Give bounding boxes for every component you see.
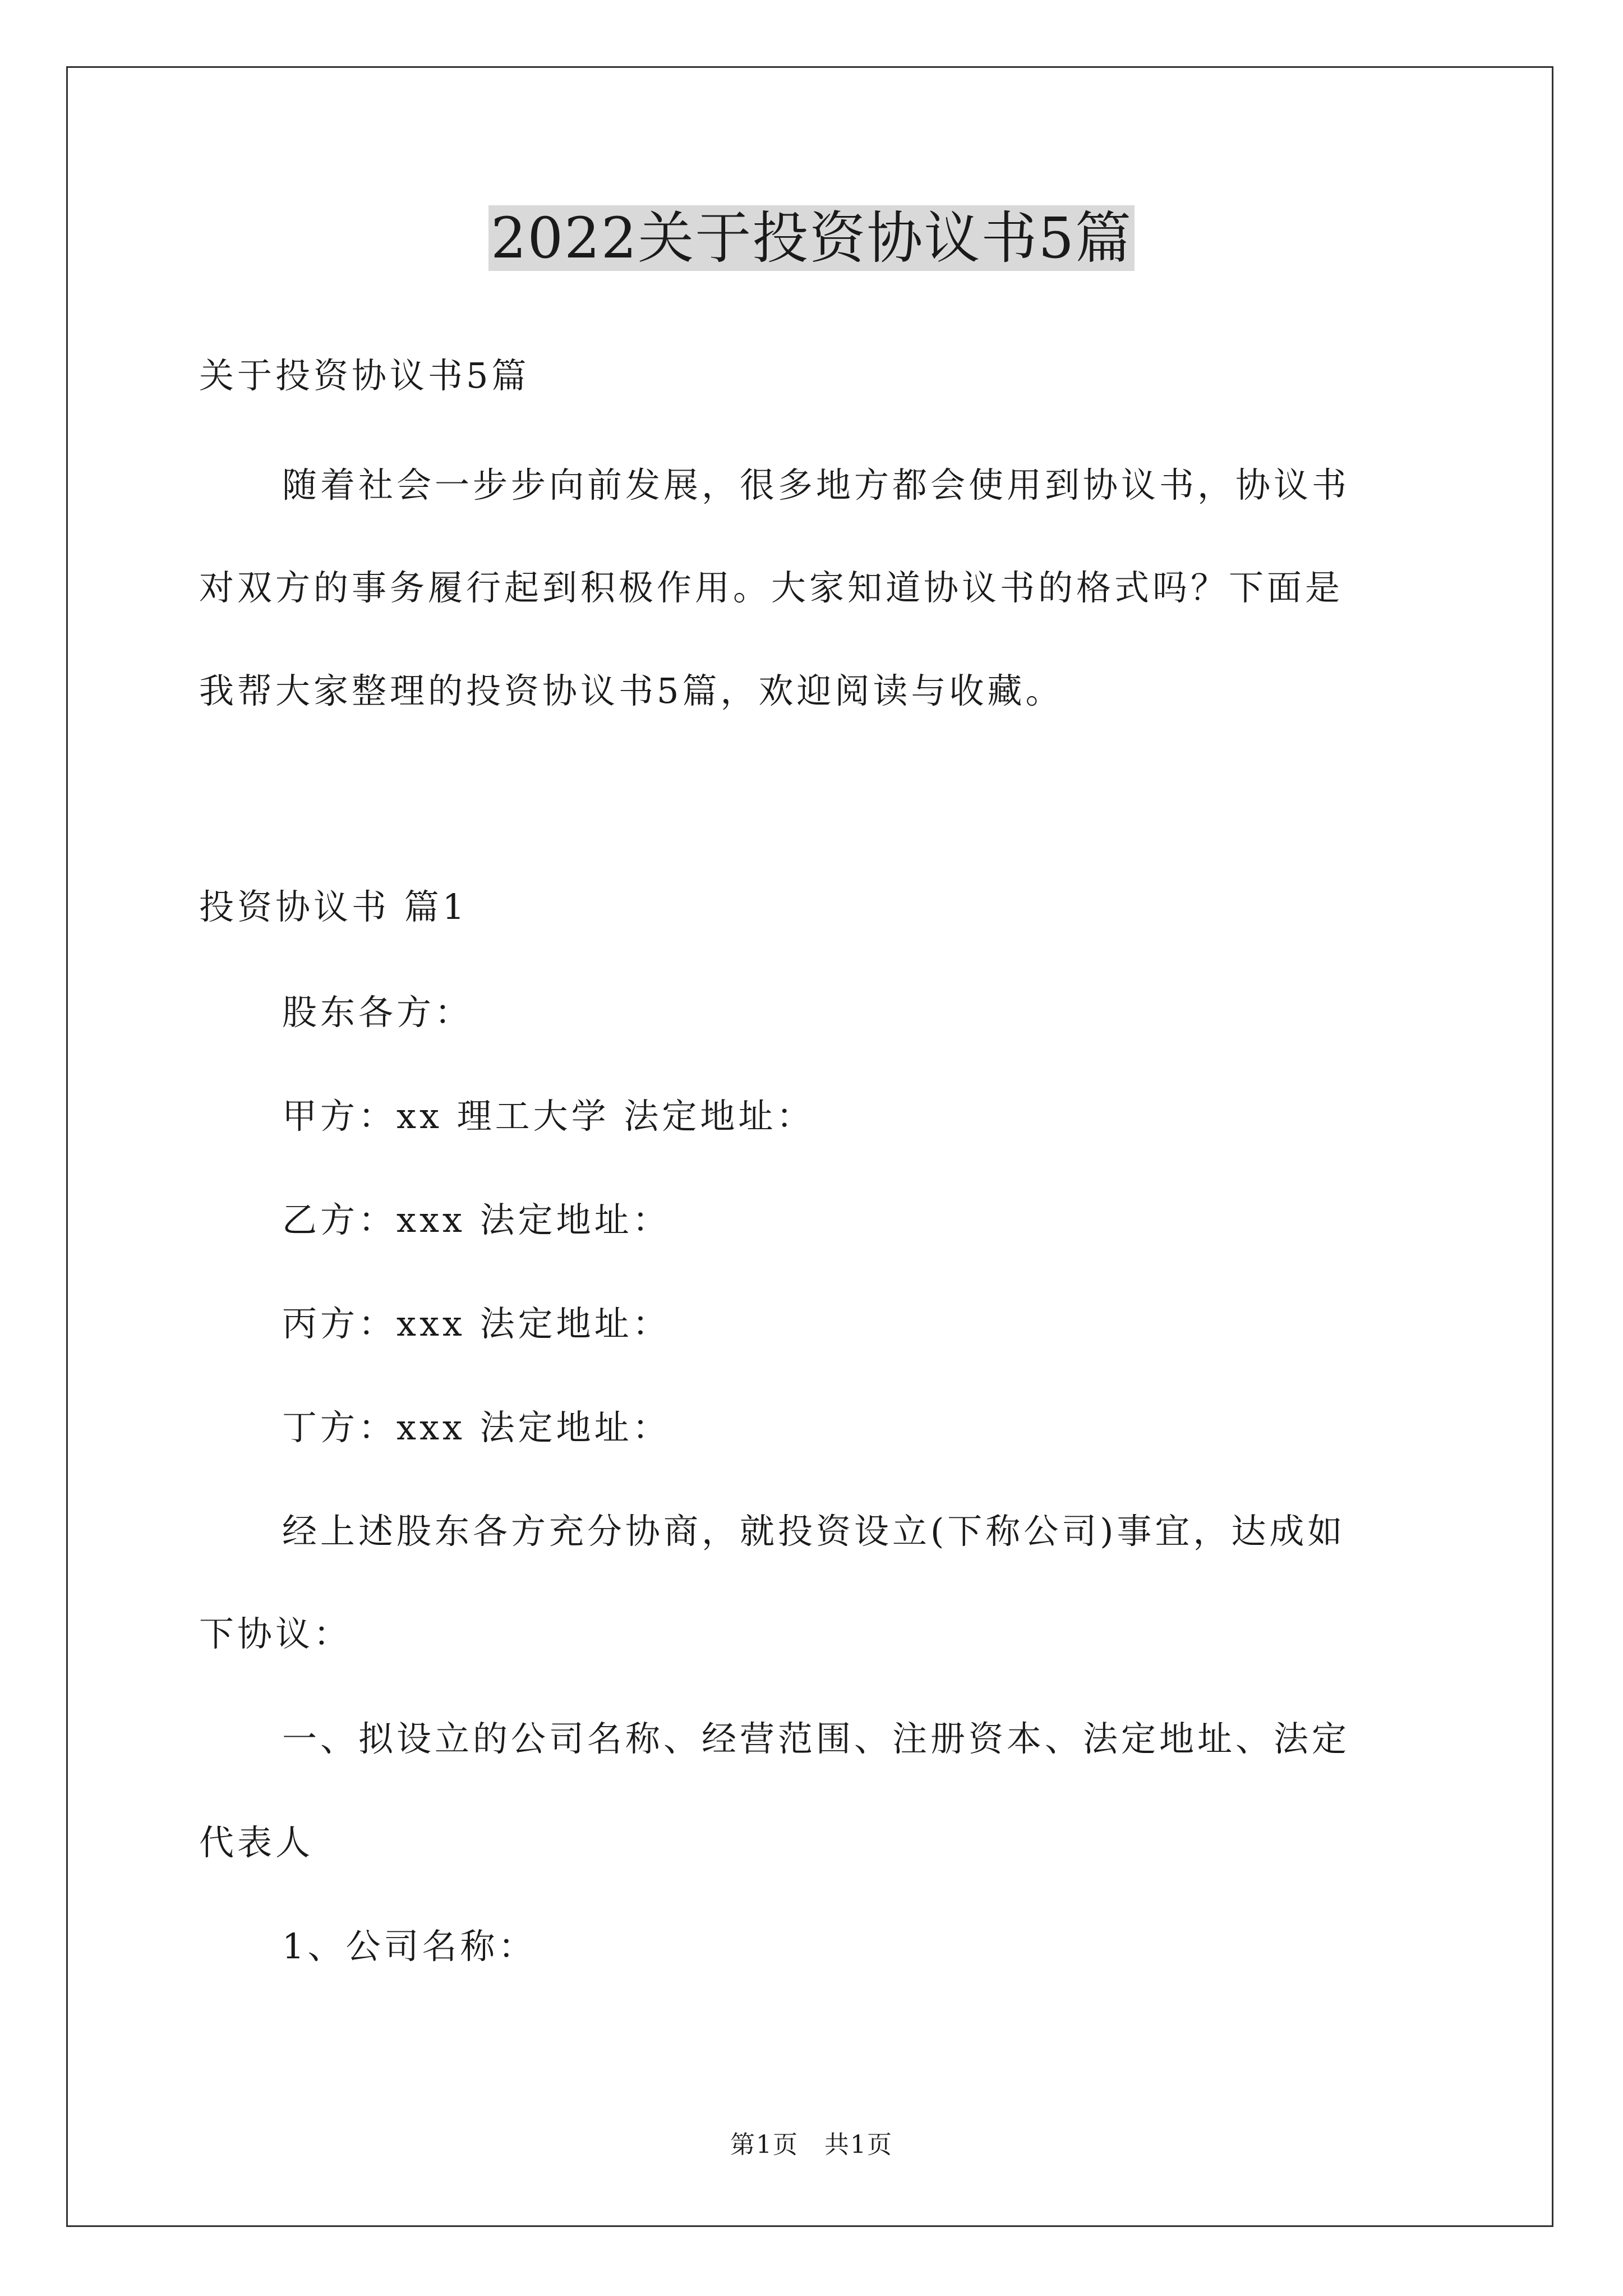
page-footer: 第1页 共1页 (730, 2131, 893, 2159)
party-d-line: 丁方：xxx 法定地址： (282, 1407, 671, 1448)
party-c-line: 丙方：xxx 法定地址： (282, 1303, 671, 1344)
document-title-text: 2022关于投资协议书5篇 (488, 205, 1135, 271)
document-subtitle: 关于投资协议书5篇 (199, 355, 530, 396)
intro-line-1-text: 随着社会一步步向前发展，很多地方都会使用到协议书，协议书 (282, 464, 1350, 505)
document-title (0, 199, 1623, 278)
shareholders-label: 股东各方： (282, 992, 473, 1033)
agreement-paragraph-line-2: 下协议： (199, 1613, 352, 1654)
party-a-line: 甲方：xx 理工大学 法定地址： (282, 1096, 815, 1137)
clause-1-line-2: 代表人 (199, 1822, 314, 1863)
intro-paragraph-line-3: 我帮大家整理的投资协议书5篇，欢迎阅读与收藏。 (199, 670, 1064, 711)
clause-1-line-1: 一、拟设立的公司名称、经营范围、注册资本、法定地址、法定 (282, 1718, 1350, 1759)
section-heading: 投资协议书 篇1 (199, 886, 468, 927)
intro-paragraph-line-1 (282, 463, 1426, 508)
item-1-line: 1、公司名称： (282, 1926, 537, 1967)
intro-paragraph-line-2: 对双方的事务履行起到积极作用。大家知道协议书的格式吗？下面是 (199, 567, 1344, 608)
party-b-line: 乙方：xxx 法定地址： (282, 1199, 671, 1240)
agreement-paragraph-line-1: 经上述股东各方充分协商，就投资设立(下称公司)事宜，达成如 (282, 1511, 1346, 1552)
